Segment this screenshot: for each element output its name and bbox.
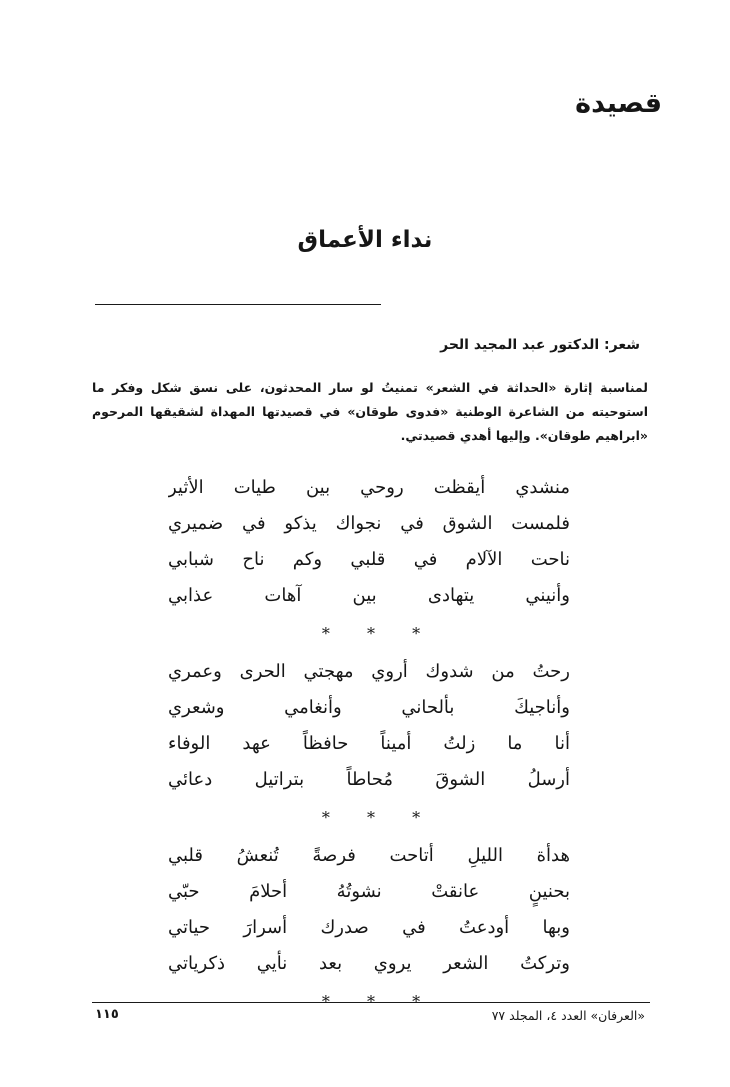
poem-author: شعر: الدكتور عبد المجيد الحر (440, 337, 640, 353)
verse-line: منشدي أيقظت روحي بين طيات الأثير (168, 477, 570, 498)
poem-body (168, 470, 570, 1022)
verse-line: فلمست الشوق في نجواك يذكو في ضميري (168, 513, 570, 534)
poem-title: نداء الأعماق (297, 227, 433, 253)
verse-line: وأناجيكَ بألحاني وأنغامي وشعري (168, 697, 570, 718)
verse-line: بحنينٍ عانقتْ نشوتُهُ أحلامَ حبّي (168, 881, 570, 902)
verse-line: وبها أودعتُ في صدرك أسرارَ حياتي (168, 917, 570, 938)
verse-line: وأنيني يتهادى بين آهات عذابي (168, 585, 570, 606)
verse-line: وتركتُ الشعر يروي بعد نأيي ذكرياتي (168, 953, 570, 974)
intro-paragraph: لمناسبة إثارة «الحداثة في الشعر» تمنيتُ لو سار المحدثون، على نسق شكل وفكر ما استوحيته من الشاعرة الوطنية «فدوى طوقان» في قصيدتها المهداة لشقيقها المرحوم «ابراهيم طوقان». وإليها أهدي قصيدتي. (92, 380, 648, 443)
journal-citation: «العرفان» العدد ٤، المجلد ٧٧ (491, 1008, 645, 1023)
title-divider (95, 304, 381, 305)
stanza-separator: * * * (321, 624, 437, 643)
verse-line: أنا ما زلتُ أميناً حافظاً عهد الوفاء (168, 733, 570, 754)
verse-line: ناحت الآلام في قلبي وكم ناح شبابي (168, 549, 570, 570)
stanza-separator: * * * (321, 992, 437, 1011)
verse-line: رحتُ من شدوك أروي مهجتي الحرى وعمري (168, 661, 570, 682)
page-number: ١١٥ (95, 1007, 119, 1022)
footer-divider (92, 1002, 650, 1003)
section-title: قصيدة (575, 88, 662, 119)
verse-line: أرسلُ الشوقَ مُحاطاً بتراتيل دعائي (168, 769, 570, 790)
stanza-separator: * * * (321, 808, 437, 827)
verse-line: هدأة الليلِ أتاحت فرصةً تُنعشُ قلبي (168, 845, 570, 866)
